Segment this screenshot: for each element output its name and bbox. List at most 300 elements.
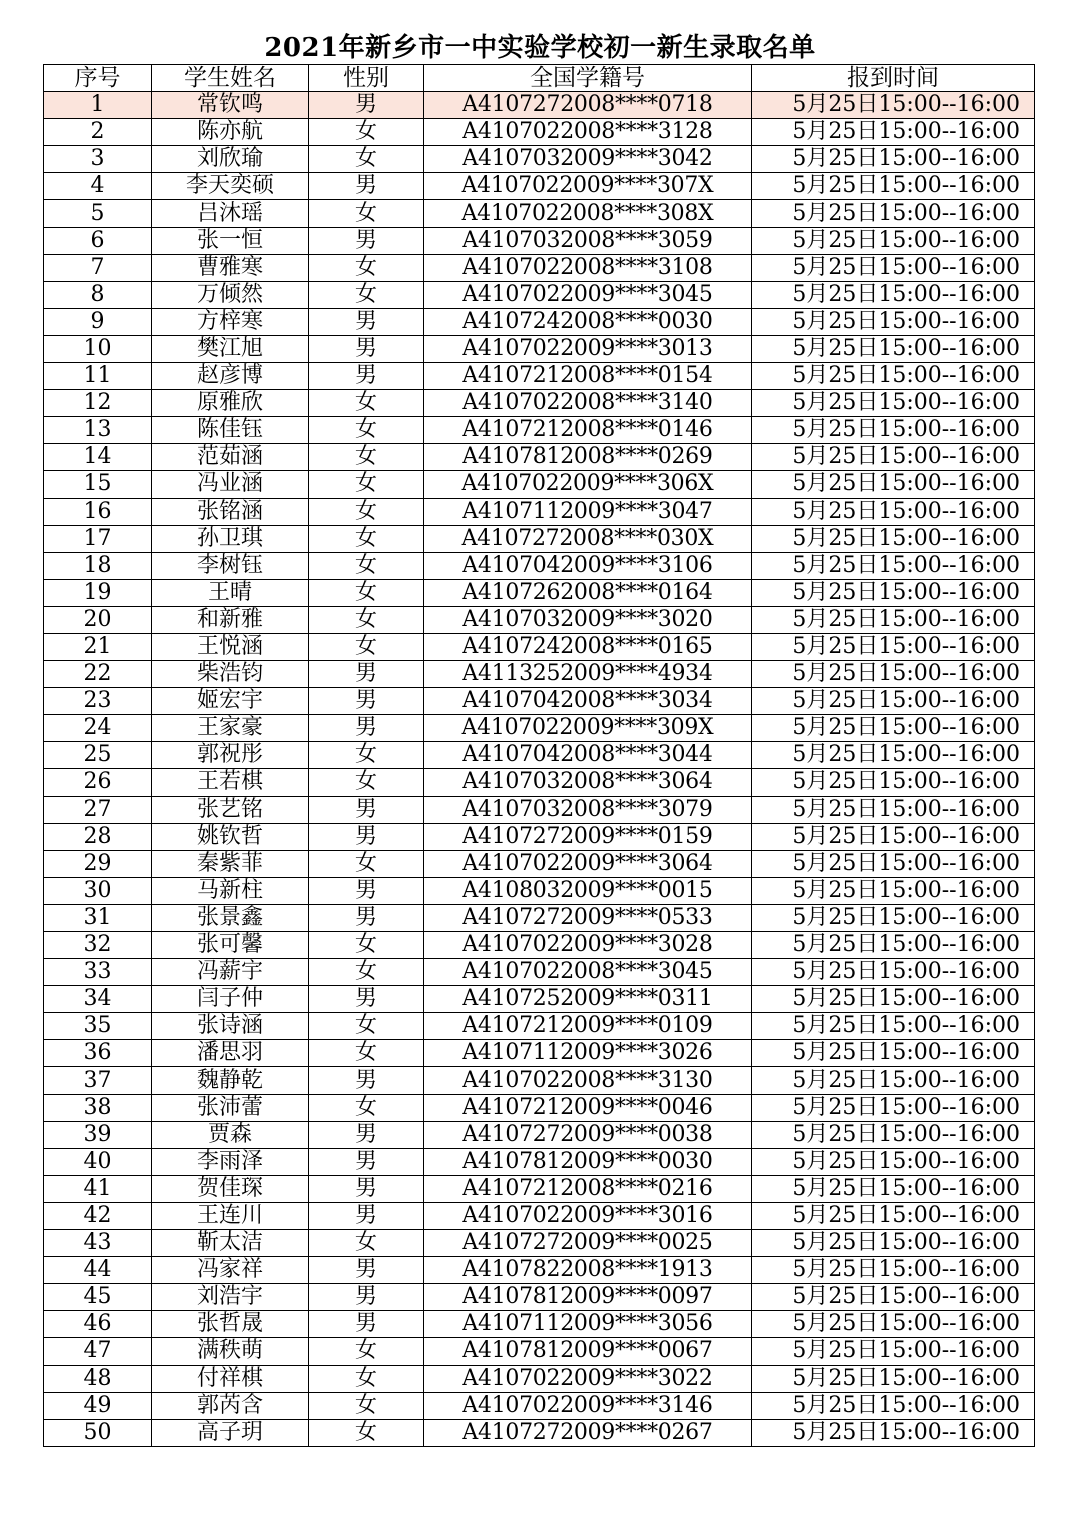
- cell-number: 7: [44, 254, 152, 281]
- cell-report-time: 5月25日15:00--16:00: [752, 823, 1035, 850]
- cell-student-name: 张可馨: [152, 932, 309, 959]
- cell-student-name: 冯薪宇: [152, 959, 309, 986]
- cell-report-time: 5月25日15:00--16:00: [752, 1202, 1035, 1229]
- cell-student-id: A4107112009****3047: [424, 498, 752, 525]
- cell-gender: 女: [309, 769, 424, 796]
- cell-student-id: A4107022009****3146: [424, 1392, 752, 1419]
- cell-gender: 男: [309, 877, 424, 904]
- table-row: [44, 92, 1035, 119]
- cell-student-name: 姬宏宇: [152, 688, 309, 715]
- cell-number: 38: [44, 1094, 152, 1121]
- table-body: [44, 92, 1035, 1447]
- cell-report-time: 5月25日15:00--16:00: [752, 742, 1035, 769]
- cell-student-id: A4107032008****3059: [424, 227, 752, 254]
- cell-student-id: A4107022008****3140: [424, 390, 752, 417]
- cell-student-id: A4107112009****3026: [424, 1040, 752, 1067]
- cell-gender: 女: [309, 390, 424, 417]
- table-row: [44, 390, 1035, 417]
- cell-report-time: 5月25日15:00--16:00: [752, 1040, 1035, 1067]
- cell-report-time: 5月25日15:00--16:00: [752, 227, 1035, 254]
- cell-student-id: A4107022009****309X: [424, 715, 752, 742]
- cell-number: 2: [44, 119, 152, 146]
- cell-student-name: 方梓寒: [152, 308, 309, 335]
- cell-gender: 女: [309, 1392, 424, 1419]
- cell-report-time: 5月25日15:00--16:00: [752, 1338, 1035, 1365]
- cell-number: 23: [44, 688, 152, 715]
- table-row: [44, 1067, 1035, 1094]
- cell-gender: 男: [309, 1284, 424, 1311]
- table-row: [44, 1094, 1035, 1121]
- cell-report-time: 5月25日15:00--16:00: [752, 417, 1035, 444]
- cell-gender: 女: [309, 1419, 424, 1446]
- cell-gender: 男: [309, 1121, 424, 1148]
- cell-student-id: A4113252009****4934: [424, 661, 752, 688]
- header-student-id: 全国学籍号: [424, 65, 752, 92]
- cell-gender: 女: [309, 1040, 424, 1067]
- cell-student-name: 万倾然: [152, 281, 309, 308]
- cell-gender: 男: [309, 1202, 424, 1229]
- cell-report-time: 5月25日15:00--16:00: [752, 986, 1035, 1013]
- cell-student-name: 张沛蕾: [152, 1094, 309, 1121]
- cell-student-id: A4107242008****0165: [424, 633, 752, 660]
- cell-report-time: 5月25日15:00--16:00: [752, 308, 1035, 335]
- cell-student-id: A4107272009****0267: [424, 1419, 752, 1446]
- cell-student-name: 王晴: [152, 579, 309, 606]
- cell-gender: 男: [309, 173, 424, 200]
- cell-student-id: A4107022008****3045: [424, 959, 752, 986]
- cell-number: 33: [44, 959, 152, 986]
- cell-number: 9: [44, 308, 152, 335]
- cell-gender: 男: [309, 1148, 424, 1175]
- cell-student-id: A4107822008****1913: [424, 1257, 752, 1284]
- cell-student-id: A4107112009****3056: [424, 1311, 752, 1338]
- cell-student-id: A4107022008****3130: [424, 1067, 752, 1094]
- cell-report-time: 5月25日15:00--16:00: [752, 390, 1035, 417]
- cell-gender: 女: [309, 498, 424, 525]
- cell-student-id: A4107212009****0046: [424, 1094, 752, 1121]
- cell-student-id: A4107022009****3022: [424, 1365, 752, 1392]
- cell-student-name: 付祥棋: [152, 1365, 309, 1392]
- cell-gender: 女: [309, 932, 424, 959]
- cell-student-id: A4107032009****3042: [424, 146, 752, 173]
- cell-report-time: 5月25日15:00--16:00: [752, 1257, 1035, 1284]
- table-row: [44, 850, 1035, 877]
- cell-number: 14: [44, 444, 152, 471]
- table-row: [44, 227, 1035, 254]
- cell-student-name: 陈亦航: [152, 119, 309, 146]
- cell-gender: 女: [309, 1094, 424, 1121]
- table-row: [44, 335, 1035, 362]
- cell-report-time: 5月25日15:00--16:00: [752, 1013, 1035, 1040]
- admission-table: [43, 64, 1035, 1447]
- cell-gender: 男: [309, 823, 424, 850]
- cell-student-name: 满秩萌: [152, 1338, 309, 1365]
- cell-student-name: 樊江旭: [152, 335, 309, 362]
- cell-number: 5: [44, 200, 152, 227]
- cell-report-time: 5月25日15:00--16:00: [752, 796, 1035, 823]
- cell-report-time: 5月25日15:00--16:00: [752, 661, 1035, 688]
- table-row: [44, 498, 1035, 525]
- cell-gender: 女: [309, 146, 424, 173]
- cell-report-time: 5月25日15:00--16:00: [752, 1419, 1035, 1446]
- cell-student-id: A4107032009****3020: [424, 606, 752, 633]
- cell-student-name: 张一恒: [152, 227, 309, 254]
- cell-report-time: 5月25日15:00--16:00: [752, 850, 1035, 877]
- cell-student-name: 王家豪: [152, 715, 309, 742]
- cell-number: 8: [44, 281, 152, 308]
- cell-report-time: 5月25日15:00--16:00: [752, 1365, 1035, 1392]
- table-row: [44, 1419, 1035, 1446]
- cell-report-time: 5月25日15:00--16:00: [752, 904, 1035, 931]
- cell-student-name: 柴浩钧: [152, 661, 309, 688]
- table-row: [44, 904, 1035, 931]
- table-row: [44, 769, 1035, 796]
- cell-gender: 男: [309, 796, 424, 823]
- cell-number: 47: [44, 1338, 152, 1365]
- cell-student-id: A4107272009****0533: [424, 904, 752, 931]
- cell-report-time: 5月25日15:00--16:00: [752, 552, 1035, 579]
- cell-student-id: A4107272009****0025: [424, 1230, 752, 1257]
- cell-student-name: 郭祝彤: [152, 742, 309, 769]
- table-row: [44, 200, 1035, 227]
- cell-student-name: 高子玥: [152, 1419, 309, 1446]
- cell-gender: 女: [309, 1013, 424, 1040]
- cell-report-time: 5月25日15:00--16:00: [752, 173, 1035, 200]
- cell-report-time: 5月25日15:00--16:00: [752, 254, 1035, 281]
- cell-number: 36: [44, 1040, 152, 1067]
- cell-student-name: 王连川: [152, 1202, 309, 1229]
- table-row: [44, 606, 1035, 633]
- cell-number: 16: [44, 498, 152, 525]
- table-row: [44, 471, 1035, 498]
- cell-gender: 男: [309, 308, 424, 335]
- cell-gender: 女: [309, 200, 424, 227]
- table-row: [44, 1230, 1035, 1257]
- cell-number: 41: [44, 1175, 152, 1202]
- cell-number: 13: [44, 417, 152, 444]
- cell-student-id: A4107812009****0097: [424, 1284, 752, 1311]
- cell-number: 35: [44, 1013, 152, 1040]
- cell-report-time: 5月25日15:00--16:00: [752, 877, 1035, 904]
- cell-number: 18: [44, 552, 152, 579]
- cell-number: 24: [44, 715, 152, 742]
- cell-number: 4: [44, 173, 152, 200]
- cell-student-name: 李天奕硕: [152, 173, 309, 200]
- cell-student-name: 秦紫菲: [152, 850, 309, 877]
- cell-student-name: 贾森: [152, 1121, 309, 1148]
- cell-report-time: 5月25日15:00--16:00: [752, 498, 1035, 525]
- cell-number: 21: [44, 633, 152, 660]
- cell-student-id: A4107022009****3064: [424, 850, 752, 877]
- cell-number: 44: [44, 1257, 152, 1284]
- cell-number: 19: [44, 579, 152, 606]
- table-row: [44, 959, 1035, 986]
- cell-student-name: 吕沐瑶: [152, 200, 309, 227]
- cell-number: 1: [44, 92, 152, 119]
- cell-student-id: A4107212009****0109: [424, 1013, 752, 1040]
- cell-gender: 女: [309, 254, 424, 281]
- cell-student-id: A4107022009****3028: [424, 932, 752, 959]
- cell-report-time: 5月25日15:00--16:00: [752, 633, 1035, 660]
- cell-number: 49: [44, 1392, 152, 1419]
- cell-gender: 女: [309, 525, 424, 552]
- cell-student-id: A4107022009****3045: [424, 281, 752, 308]
- cell-student-id: A4107272008****030X: [424, 525, 752, 552]
- cell-gender: 男: [309, 92, 424, 119]
- cell-student-name: 李树钰: [152, 552, 309, 579]
- cell-student-name: 刘欣瑜: [152, 146, 309, 173]
- cell-report-time: 5月25日15:00--16:00: [752, 959, 1035, 986]
- cell-report-time: 5月25日15:00--16:00: [752, 200, 1035, 227]
- cell-student-id: A4107272009****0159: [424, 823, 752, 850]
- table-row: [44, 281, 1035, 308]
- table-row: [44, 552, 1035, 579]
- cell-student-id: A4107242008****0030: [424, 308, 752, 335]
- cell-number: 27: [44, 796, 152, 823]
- table-row: [44, 254, 1035, 281]
- cell-student-id: A4107812008****0269: [424, 444, 752, 471]
- cell-student-id: A4107272009****0038: [424, 1121, 752, 1148]
- cell-report-time: 5月25日15:00--16:00: [752, 335, 1035, 362]
- cell-number: 20: [44, 606, 152, 633]
- table-row: [44, 1148, 1035, 1175]
- table-row: [44, 1284, 1035, 1311]
- cell-student-name: 陈佳钰: [152, 417, 309, 444]
- table-row: [44, 444, 1035, 471]
- cell-student-id: A4108032009****0015: [424, 877, 752, 904]
- cell-student-id: A4107252009****0311: [424, 986, 752, 1013]
- cell-gender: 女: [309, 1230, 424, 1257]
- cell-student-name: 马新柱: [152, 877, 309, 904]
- cell-number: 28: [44, 823, 152, 850]
- table-row: [44, 1202, 1035, 1229]
- cell-report-time: 5月25日15:00--16:00: [752, 1392, 1035, 1419]
- table-row: [44, 986, 1035, 1013]
- table-row: [44, 661, 1035, 688]
- cell-student-id: A4107032008****3079: [424, 796, 752, 823]
- table-row: [44, 1040, 1035, 1067]
- cell-gender: 男: [309, 1175, 424, 1202]
- cell-report-time: 5月25日15:00--16:00: [752, 769, 1035, 796]
- cell-student-id: A4107262008****0164: [424, 579, 752, 606]
- cell-gender: 男: [309, 335, 424, 362]
- cell-gender: 男: [309, 1067, 424, 1094]
- cell-student-name: 刘浩宇: [152, 1284, 309, 1311]
- cell-student-name: 王悦涵: [152, 633, 309, 660]
- cell-gender: 女: [309, 606, 424, 633]
- table-row: [44, 363, 1035, 390]
- table-row: [44, 1392, 1035, 1419]
- cell-number: 30: [44, 877, 152, 904]
- cell-number: 31: [44, 904, 152, 931]
- cell-student-name: 范茹涵: [152, 444, 309, 471]
- table-row: [44, 308, 1035, 335]
- cell-student-name: 冯家祥: [152, 1257, 309, 1284]
- cell-student-id: A4107212008****0146: [424, 417, 752, 444]
- cell-gender: 女: [309, 742, 424, 769]
- cell-number: 50: [44, 1419, 152, 1446]
- table-row: [44, 417, 1035, 444]
- table-row: [44, 579, 1035, 606]
- page-title: 2021年新乡市一中实验学校初一新生录取名单: [264, 33, 816, 63]
- cell-number: 11: [44, 363, 152, 390]
- header-student-name: 学生姓名: [152, 65, 309, 92]
- cell-report-time: 5月25日15:00--16:00: [752, 146, 1035, 173]
- cell-gender: 女: [309, 1338, 424, 1365]
- cell-student-name: 李雨泽: [152, 1148, 309, 1175]
- cell-student-id: A4107022008****308X: [424, 200, 752, 227]
- cell-report-time: 5月25日15:00--16:00: [752, 1175, 1035, 1202]
- cell-student-id: A4107812009****0067: [424, 1338, 752, 1365]
- cell-gender: 男: [309, 715, 424, 742]
- cell-report-time: 5月25日15:00--16:00: [752, 715, 1035, 742]
- cell-gender: 男: [309, 904, 424, 931]
- cell-student-name: 常钦鸣: [152, 92, 309, 119]
- cell-number: 25: [44, 742, 152, 769]
- cell-number: 39: [44, 1121, 152, 1148]
- cell-student-id: A4107042008****3034: [424, 688, 752, 715]
- cell-report-time: 5月25日15:00--16:00: [752, 281, 1035, 308]
- cell-student-name: 张景鑫: [152, 904, 309, 931]
- cell-number: 34: [44, 986, 152, 1013]
- cell-report-time: 5月25日15:00--16:00: [752, 1230, 1035, 1257]
- cell-student-name: 和新雅: [152, 606, 309, 633]
- table-row: [44, 688, 1035, 715]
- cell-student-id: A4107022008****3108: [424, 254, 752, 281]
- cell-student-id: A4107212008****0154: [424, 363, 752, 390]
- cell-student-id: A4107032008****3064: [424, 769, 752, 796]
- cell-student-id: A4107022009****306X: [424, 471, 752, 498]
- cell-report-time: 5月25日15:00--16:00: [752, 1311, 1035, 1338]
- header-number: 序号: [44, 65, 152, 92]
- cell-report-time: 5月25日15:00--16:00: [752, 1067, 1035, 1094]
- cell-student-name: 孙卫琪: [152, 525, 309, 552]
- table-row: [44, 525, 1035, 552]
- table-row: [44, 1311, 1035, 1338]
- cell-number: 43: [44, 1230, 152, 1257]
- cell-report-time: 5月25日15:00--16:00: [752, 119, 1035, 146]
- header-report-time: 报到时间: [752, 65, 1035, 92]
- cell-number: 48: [44, 1365, 152, 1392]
- table-row: [44, 823, 1035, 850]
- cell-gender: 男: [309, 227, 424, 254]
- cell-report-time: 5月25日15:00--16:00: [752, 525, 1035, 552]
- cell-gender: 女: [309, 959, 424, 986]
- cell-student-name: 贺佳琛: [152, 1175, 309, 1202]
- table-row: [44, 1013, 1035, 1040]
- cell-student-name: 潘思羽: [152, 1040, 309, 1067]
- cell-student-name: 张艺铭: [152, 796, 309, 823]
- cell-gender: 女: [309, 633, 424, 660]
- cell-student-name: 曹雅寒: [152, 254, 309, 281]
- header-gender: 性别: [309, 65, 424, 92]
- cell-gender: 女: [309, 1365, 424, 1392]
- table-header-row: [44, 65, 1035, 92]
- cell-student-id: A4107212008****0216: [424, 1175, 752, 1202]
- cell-student-name: 原雅欣: [152, 390, 309, 417]
- cell-report-time: 5月25日15:00--16:00: [752, 1094, 1035, 1121]
- cell-gender: 男: [309, 986, 424, 1013]
- cell-number: 42: [44, 1202, 152, 1229]
- cell-student-id: A4107042008****3044: [424, 742, 752, 769]
- cell-student-name: 张诗涵: [152, 1013, 309, 1040]
- cell-gender: 女: [309, 579, 424, 606]
- cell-number: 32: [44, 932, 152, 959]
- cell-gender: 女: [309, 444, 424, 471]
- cell-student-name: 王若棋: [152, 769, 309, 796]
- cell-number: 3: [44, 146, 152, 173]
- cell-student-name: 张哲晟: [152, 1311, 309, 1338]
- cell-number: 15: [44, 471, 152, 498]
- table-row: [44, 1121, 1035, 1148]
- cell-gender: 女: [309, 119, 424, 146]
- cell-student-id: A4107022009****3013: [424, 335, 752, 362]
- table-row: [44, 932, 1035, 959]
- table-row: [44, 715, 1035, 742]
- cell-student-name: 张铭涵: [152, 498, 309, 525]
- table-row: [44, 877, 1035, 904]
- table-row: [44, 119, 1035, 146]
- table-row: [44, 633, 1035, 660]
- table-row: [44, 1257, 1035, 1284]
- table-row: [44, 1365, 1035, 1392]
- cell-report-time: 5月25日15:00--16:00: [752, 1148, 1035, 1175]
- cell-gender: 女: [309, 471, 424, 498]
- cell-gender: 男: [309, 363, 424, 390]
- cell-student-id: A4107812009****0030: [424, 1148, 752, 1175]
- cell-report-time: 5月25日15:00--16:00: [752, 606, 1035, 633]
- cell-gender: 男: [309, 688, 424, 715]
- cell-report-time: 5月25日15:00--16:00: [752, 1284, 1035, 1311]
- cell-number: 37: [44, 1067, 152, 1094]
- cell-student-id: A4107272008****0718: [424, 92, 752, 119]
- table-row: [44, 1338, 1035, 1365]
- cell-report-time: 5月25日15:00--16:00: [752, 92, 1035, 119]
- cell-number: 46: [44, 1311, 152, 1338]
- table-row: [44, 1175, 1035, 1202]
- cell-number: 6: [44, 227, 152, 254]
- cell-student-id: A4107022009****307X: [424, 173, 752, 200]
- table-row: [44, 742, 1035, 769]
- cell-student-name: 魏静乾: [152, 1067, 309, 1094]
- cell-report-time: 5月25日15:00--16:00: [752, 579, 1035, 606]
- cell-gender: 男: [309, 661, 424, 688]
- cell-student-name: 冯业涵: [152, 471, 309, 498]
- cell-number: 10: [44, 335, 152, 362]
- cell-gender: 男: [309, 1257, 424, 1284]
- cell-report-time: 5月25日15:00--16:00: [752, 471, 1035, 498]
- cell-number: 26: [44, 769, 152, 796]
- cell-number: 45: [44, 1284, 152, 1311]
- cell-number: 12: [44, 390, 152, 417]
- cell-report-time: 5月25日15:00--16:00: [752, 932, 1035, 959]
- cell-student-id: A4107022008****3128: [424, 119, 752, 146]
- table-row: [44, 796, 1035, 823]
- cell-student-name: 赵彦博: [152, 363, 309, 390]
- cell-student-name: 靳太洁: [152, 1230, 309, 1257]
- cell-gender: 女: [309, 281, 424, 308]
- cell-gender: 女: [309, 850, 424, 877]
- cell-gender: 女: [309, 417, 424, 444]
- cell-report-time: 5月25日15:00--16:00: [752, 363, 1035, 390]
- cell-number: 22: [44, 661, 152, 688]
- cell-number: 29: [44, 850, 152, 877]
- cell-report-time: 5月25日15:00--16:00: [752, 688, 1035, 715]
- cell-student-id: A4107022009****3016: [424, 1202, 752, 1229]
- cell-student-name: 郭芮含: [152, 1392, 309, 1419]
- cell-student-id: A4107042009****3106: [424, 552, 752, 579]
- cell-gender: 男: [309, 1311, 424, 1338]
